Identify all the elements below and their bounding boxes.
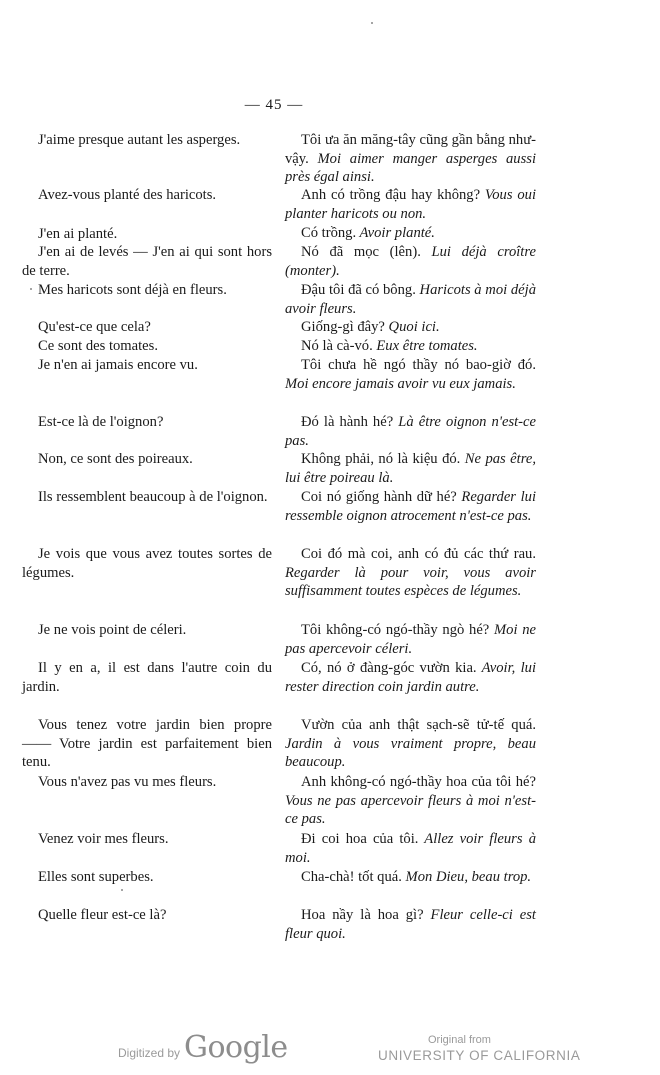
- scan-speck: [30, 288, 32, 290]
- vn-gloss: Moi ne pas apercevoir céleri.: [285, 622, 536, 657]
- vn-1: [285, 131, 536, 187]
- vn-7: [285, 337, 536, 356]
- fr-text: J'en ai planté.: [38, 226, 118, 242]
- vn-text: Coi đó mà coi, anh có đủ các thứ rau.: [301, 546, 536, 562]
- fr-text: Qu'est-ce que cela?: [38, 319, 151, 335]
- fr-text: Vous tenez votre jardin bien propre —— Votre jardin est parfaitement bien tenu.: [22, 717, 272, 771]
- vn-8: [285, 356, 536, 393]
- google-logo: Google: [184, 1030, 288, 1065]
- fr-19: [22, 906, 272, 925]
- vn-16: [285, 773, 536, 829]
- vn-text: Hoa nầy là hoa gì?: [301, 907, 424, 923]
- fr-text: Non, ce sont des poireaux.: [38, 451, 193, 467]
- vn-text: Coi nó giống hành dữ hé?: [301, 489, 457, 505]
- vn-17: [285, 830, 536, 867]
- vn-10: [285, 450, 536, 487]
- fr-text: Je ne vois point de céleri.: [38, 622, 187, 638]
- vn-gloss: Allez voir fleurs à moi.: [285, 831, 536, 866]
- fr-text: Avez-vous planté des haricots.: [38, 187, 217, 203]
- vn-3: [285, 224, 536, 243]
- vn-text: Có trồng.: [301, 225, 357, 241]
- fr-text: Il y en a, il est dans l'autre coin du jardin.: [22, 660, 272, 695]
- vn-text: Tôi chưa hề ngó thầy nó bao-giờ đó.: [301, 357, 536, 373]
- fr-13: [22, 621, 272, 640]
- vn-4: [285, 243, 536, 280]
- vn-12: [285, 545, 536, 601]
- vn-text: Anh không-có ngó-thầy hoa của tôi hé?: [301, 774, 536, 790]
- fr-text: Ils ressemblent beaucoup à de l'oignon.: [38, 489, 268, 505]
- fr-text: J'aime presque autant les asperges.: [38, 132, 241, 148]
- vn-18: [285, 868, 536, 887]
- vn-gloss: Là être oignon n'est-ce pas.: [285, 414, 536, 449]
- vn-text: Vườn của anh thật sạch-sẽ tử-tế quá.: [301, 717, 536, 733]
- vn-gloss: Haricots à moi déjà avoir fleurs.: [285, 282, 536, 317]
- fr-text: Ce sont des tomates.: [38, 338, 158, 354]
- vn-text: Giống-gì đây?: [301, 319, 385, 335]
- fr-text: Est-ce là de l'oignon?: [38, 414, 164, 430]
- vn-text: Không phải, nó là kiệu đó.: [301, 451, 461, 467]
- vn-gloss: Mon Dieu, beau trop.: [401, 869, 532, 885]
- vn-gloss: Lui déjà croître (monter).: [285, 244, 536, 279]
- fr-3: [22, 225, 272, 244]
- vn-gloss: Regarder là pour voir, vous avoir suffisamment toutes espèces de légumes.: [285, 564, 536, 600]
- vn-gloss: Avoir planté.: [356, 225, 435, 241]
- fr-6: [22, 318, 272, 337]
- vn-gloss: Vous ne pas apercevoir fleurs à moi n'est-ce pas.: [285, 792, 536, 828]
- fr-18: [22, 868, 272, 887]
- vn-9: [285, 413, 536, 450]
- fr-text: Vous n'avez pas vu mes fleurs.: [38, 774, 217, 790]
- fr-2: [22, 186, 272, 205]
- fr-10: [22, 450, 272, 469]
- fr-text: Je vois que vous avez toutes sortes de légumes.: [22, 546, 272, 581]
- digitization-footer: [0, 1030, 660, 1070]
- fr-text: Quelle fleur est-ce là?: [38, 907, 167, 923]
- vn-gloss: Moi encore jamais avoir vu eux jamais.: [285, 375, 516, 392]
- scan-speck: [371, 22, 373, 24]
- fr-7: [22, 337, 272, 356]
- vn-gloss: Ne pas être, lui être poireau là.: [285, 451, 536, 486]
- vn-gloss: Fleur celle-ci est fleur quoi.: [285, 907, 536, 942]
- vn-2: [285, 186, 536, 223]
- fr-16: [22, 773, 272, 792]
- vn-text: Tôi không-có ngó-thầy ngò hé?: [301, 622, 490, 638]
- university-label: UNIVERSITY OF CALIFORNIA: [378, 1048, 581, 1063]
- fr-5: [22, 281, 272, 300]
- digitized-by-label: Digitized by: [118, 1046, 181, 1060]
- vn-11: [285, 488, 536, 525]
- fr-4: [22, 243, 272, 280]
- fr-12: [22, 545, 272, 582]
- vn-13: [285, 621, 536, 658]
- vn-text: Anh có trồng đậu hay không?: [301, 187, 481, 203]
- vn-6: [285, 318, 536, 337]
- vn-text: Tôi ưa ăn măng-tây cũng gần bằng như-vậy.: [285, 132, 536, 167]
- fr-text: Je n'en ai jamais encore vu.: [38, 357, 198, 373]
- fr-text: J'en ai de levés — J'en ai qui sont hors de terre.: [22, 244, 272, 279]
- vn-text: Nó đã mọc (lên).: [301, 244, 421, 260]
- vn-text: Cha-chà! tốt quá.: [301, 869, 402, 885]
- vn-text: Nó là cà-vó.: [301, 338, 373, 354]
- fr-11: [22, 488, 272, 507]
- vn-15: [285, 716, 536, 772]
- vn-gloss: Eux être tomates.: [372, 338, 478, 354]
- vn-14: [285, 659, 536, 696]
- page-number: — 45 —: [244, 97, 304, 113]
- original-from-label: Original from: [428, 1034, 491, 1046]
- vn-text: Đó là hành hé?: [301, 414, 394, 430]
- vn-gloss: Vous oui planter haricots ou non.: [285, 187, 536, 222]
- vn-text: Đậu tôi đã có bông.: [301, 282, 416, 298]
- fr-1: [22, 131, 272, 150]
- fr-8: [22, 356, 272, 375]
- vn-5: [285, 281, 536, 318]
- fr-text: Mes haricots sont déjà en fleurs.: [38, 282, 227, 298]
- vn-gloss: Avoir, lui rester direction coin jardin autre.: [285, 660, 536, 695]
- vn-19: [285, 906, 536, 943]
- fr-text: Elles sont superbes.: [38, 869, 154, 885]
- fr-14: [22, 659, 272, 696]
- vn-text: Đi coi hoa của tôi.: [301, 831, 419, 847]
- vn-text: Có, nó ở đàng-góc vườn kia.: [301, 660, 477, 676]
- vn-gloss: Jardin à vous vraiment propre, beau beaucoup.: [285, 735, 536, 771]
- vn-gloss: Regarder lui ressemble oignon atrocement n'est-ce pas.: [285, 489, 536, 524]
- fr-9: [22, 413, 272, 432]
- fr-text: Venez voir mes fleurs.: [38, 831, 169, 847]
- vn-gloss: Quoi ici.: [384, 319, 440, 335]
- fr-15: [22, 716, 272, 772]
- fr-17: [22, 830, 272, 849]
- vn-gloss: Moi aimer manger asperges aussi près égal ainsi.: [285, 150, 536, 186]
- scan-speck: [121, 889, 123, 891]
